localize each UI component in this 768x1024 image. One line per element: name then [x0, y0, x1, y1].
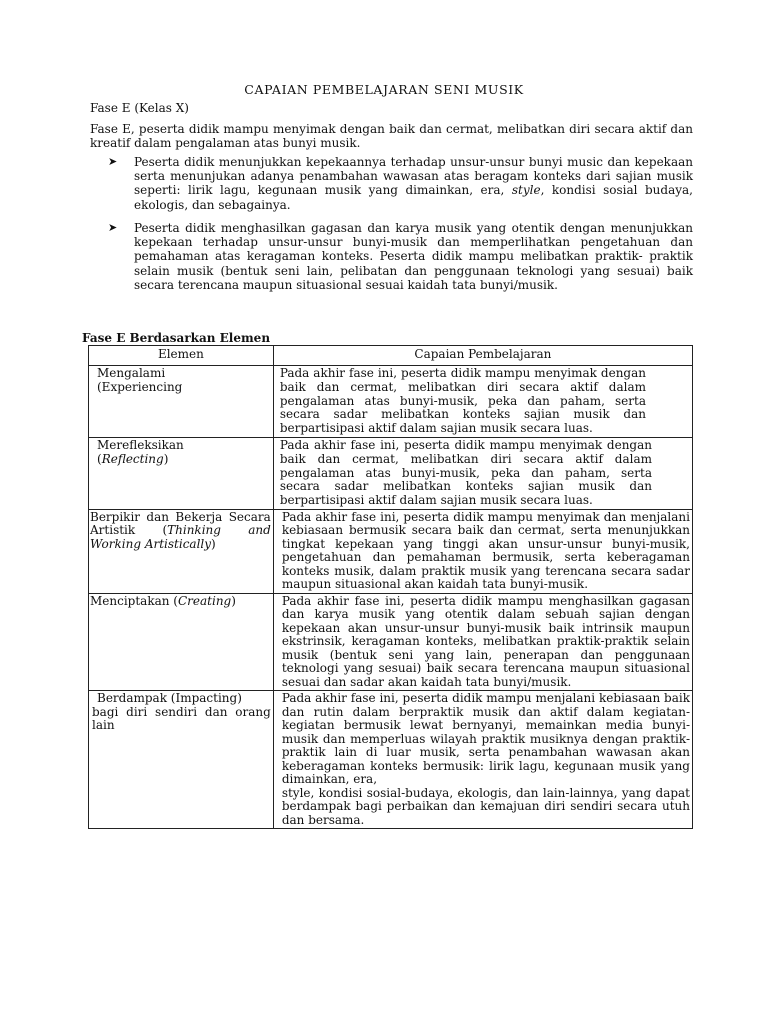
element-cell	[89, 509, 274, 593]
element-cell	[89, 691, 274, 829]
phase-label: Fase E (Kelas X)	[90, 101, 189, 115]
bullet-text: Peserta didik menghasilkan gagasan dan karya musik yang otentik dengan menunjukkan kepekaan terhadap unsur-unsur bunyi-musik dan memperlihatkan pengetahuan dan pemahaman atas keragaman konteks. Peserta didik mampu melibatkan praktik- praktik selain musik (bentuk seni lain, pelibatan dan penggunaan teknologi yang sesuai) baik secara terencana maupun situasional sesuai kaidah tata bunyi/musik.	[134, 221, 693, 292]
table-row	[89, 437, 693, 509]
table-row	[89, 593, 693, 691]
bullet-italic-word: style	[511, 183, 541, 198]
paren: )	[163, 451, 169, 466]
table-row	[89, 691, 693, 829]
bullet-text-part: Peserta didik menunjukkan kepekaannya terhadap unsur-unsur bunyi music dan kepekaan serta menunjukan adanya penambahan wawasan atas beragam konteks dari sajian musik seperti: lirik lagu, kegunaan musik yang dimainkan, era,	[134, 155, 693, 198]
element-cell	[89, 366, 274, 438]
bullet-item	[108, 221, 693, 292]
arrow-bullet-icon: ➤	[108, 221, 118, 234]
element-name: Berdampak (Impacting)	[97, 691, 242, 706]
section-heading: Fase E Berdasarkan Elemen	[82, 331, 271, 345]
arrow-bullet-icon: ➤	[108, 155, 118, 168]
bullet-text-part: , kondisi sosial budaya, ekologis, dan sebagainya.	[134, 183, 693, 212]
element-cell	[89, 593, 274, 691]
element-subtitle	[97, 453, 271, 467]
paren: (	[97, 451, 102, 466]
outcome-cell: Pada akhir fase ini, peserta didik mampu menyimak dan menjalani kebiasaan bermusik secara baik dan cermat, serta menunjukkan tingkat kepekaan yang tinggi akan unsur-unsur bunyi-musik, pengetahuan dan pemahaman bermusik, serta keberagaman konteks musik, dalam praktik musik yang terencana secara sadar maupun situasional akan kaidah tata bunyi-musik.	[273, 509, 692, 593]
intro-paragraph: Fase E, peserta didik mampu menyimak dengan baik dan cermat, melibatkan diri secara aktif dan kreatif dalam pengalaman atas bunyi musik.	[90, 122, 693, 150]
element-name: Mengalami	[97, 366, 166, 380]
table-row	[89, 509, 693, 593]
header-elemen: Elemen	[89, 346, 274, 366]
element-name: Menciptakan (	[90, 593, 178, 608]
element-italic: Thinking and Working Artistically	[90, 523, 271, 551]
element-subtitle: bagi diri sendiri dan orang lain	[92, 704, 271, 733]
element-italic: Creating	[177, 593, 232, 608]
outcome-cell: Pada akhir fase ini, peserta didik mampu menghasilkan gagasan dan karya musik yang otentik dalam sebuah sajian dengan kepekaan akan unsur-unsur bunyi-musik baik intrinsik maupun ekstrinsik, keragaman konteks, melibatkan praktik-praktik selain musik (bentuk seni yang lain, penerapan dan penggunaan teknologi yang sesuai) baik secara terencana maupun situasional sesuai dan sadar akan kaidah tata bunyi/musik.	[273, 593, 692, 691]
element-italic: Reflecting	[101, 451, 164, 466]
outcome-cell	[273, 691, 692, 829]
element-name: Merefleksikan	[97, 437, 184, 452]
element-subtitle: (Experiencing	[97, 379, 183, 394]
outcome-cell: Pada akhir fase ini, peserta didik mampu menyimak dengan baik dan cermat, melibatkan diri secara aktif dalam pengalaman atas bunyi-musik, peka dan paham, serta secara sadar melibatkan konteks sajian musik dan berpartisipasi aktif dalam sajian musik secara luas.	[273, 437, 692, 509]
outcome-cell: Pada akhir fase ini, peserta didik mampu menyimak dengan baik dan cermat, melibatkan diri secara aktif dalam pengalaman atas bunyi-musik, peka dan paham, serta secara sadar melibatkan konteks sajian musik dan berpartisipasi aktif dalam sajian musik secara luas.	[273, 366, 692, 438]
page-title: CAPAIAN PEMBELAJARAN SENI MUSIK	[244, 82, 524, 97]
outcome-text: Pada akhir fase ini, peserta didik mampu menjalani kebiasaan baik dan rutin dalam berpraktik musik dan aktif dalam kegiatan-kegiatan bermusik lewat bernyanyi, memainkan media bunyi-musik dan memperluas wilayah praktik musiknya dengan praktik-praktik lain di luar musik, serta penambahan wawasan akan keberagaman konteks bermusik: lirik lagu, kegunaan musik yang dimainkan, era,	[281, 691, 690, 787]
paren: )	[231, 593, 236, 608]
element-cell	[89, 437, 274, 509]
elements-table	[88, 345, 693, 829]
outcome-text-continued: style, kondisi sosial-budaya, ekologis, dan lain-lainnya, yang dapat berdampak bagi perbaikan dan kemajuan diri sendiri secara utuh dan bersama.	[281, 785, 690, 827]
bullet-text	[134, 155, 693, 212]
table-header-row	[89, 346, 693, 366]
bullet-item	[108, 155, 693, 212]
element-name: Berpikir dan Bekerja Secara Artistik (	[90, 509, 271, 538]
table-row	[89, 366, 693, 438]
header-capaian: Capaian Pembelajaran	[273, 346, 692, 366]
paren: )	[211, 536, 216, 551]
